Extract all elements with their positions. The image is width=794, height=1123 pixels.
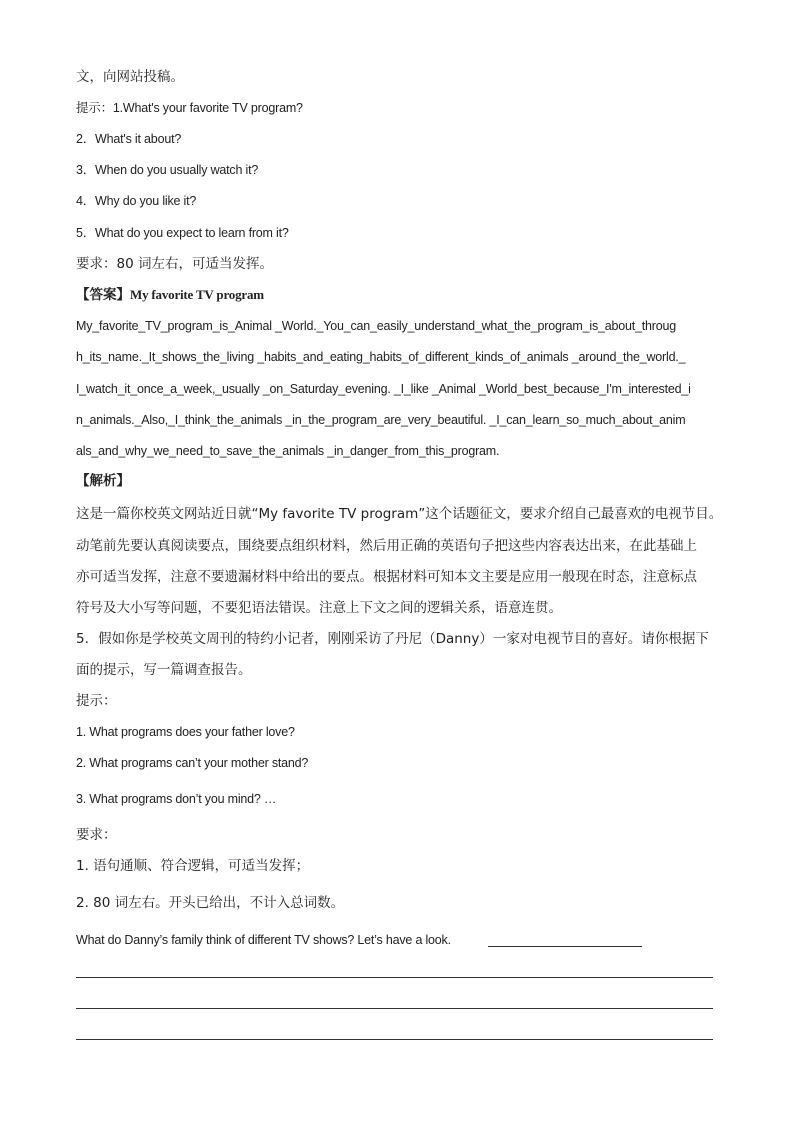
tip-line: 1. What programs does your father love? — [76, 725, 295, 739]
answer-text-line: als_and_why_we_need_to_save_the_animals _in_danger_from_this_program. — [76, 444, 500, 458]
prompt-line: 4．Why do you like it? — [76, 194, 197, 208]
requirement-line: 2. 80 词左右。开头已给出，不计入总词数。 — [76, 895, 345, 911]
analysis-line: 符号及大小写等问题，不要犯语法错误。注意上下文之间的逻辑关系，语意连贯。 — [76, 600, 562, 616]
answer-text-line: n_animals._Also,_I_think_the_animals _in_the_program_are_very_beautiful. _I_can_learn_so_much_about_anim — [76, 413, 686, 427]
analysis-line: 动笔前先要认真阅读要点，围绕要点组织材料，然后用正确的英语句子把这些内容表达出来，在此基础上 — [76, 538, 697, 554]
tip-line: 3. What programs don’t you mind? … — [76, 792, 277, 806]
answer-blank[interactable] — [488, 946, 642, 947]
answer-text-line: My_favorite_TV_program_is_Animal _World._You_can_easily_understand_what_the_program_is_about_throug — [76, 319, 677, 333]
answer-title: My favorite TV program — [130, 287, 264, 302]
tips-label: 提示： — [76, 693, 117, 709]
answer-text-line: I_watch_it_once_a_week,_usually _on_Saturday_evening. _I_like _Animal _World_best_because_I'm_interested_i — [76, 382, 691, 396]
question-line: 面的提示，写一篇调查报告。 — [76, 662, 252, 678]
essay-start-line: What do Danny’s family think of different TV shows? Let’s have a look. — [76, 933, 451, 947]
answer-heading — [76, 286, 264, 304]
requirement-label: 要求： — [76, 827, 117, 843]
answer-rule-line[interactable] — [76, 1008, 713, 1009]
answer-rule-line[interactable] — [76, 977, 713, 978]
analysis-line: 这是一篇你校英文网站近日就“My favorite TV program”这个话题征文，要求介绍自己最喜欢的电视节目。 — [76, 506, 723, 522]
question-line: 5．假如你是学校英文周刊的特约小记者，刚刚采访了丹尼（Danny）一家对电视节目的喜好。请你根据下 — [76, 631, 709, 647]
prompt-line: 提示：1.What's your favorite TV program? — [76, 101, 303, 115]
answer-rule-line[interactable] — [76, 1039, 713, 1040]
prompt-line: 5．What do you expect to learn from it? — [76, 226, 289, 240]
tip-line: 2. What programs can’t your mother stand? — [76, 756, 309, 770]
requirement-line: 要求：80 词左右，可适当发挥。 — [76, 256, 273, 272]
text-line: 文，向网站投稿。 — [76, 69, 184, 85]
requirement-line: 1. 语句通顺、符合逻辑，可适当发挥； — [76, 858, 310, 874]
prompt-line: 2．What's it about? — [76, 132, 182, 146]
prompt-line: 3．When do you usually watch it? — [76, 163, 259, 177]
analysis-line: 亦可适当发挥，注意不要遗漏材料中给出的要点。根据材料可知本文主要是应用一般现在时态，注意标点 — [76, 569, 697, 585]
answer-label: 【答案】 — [76, 287, 130, 303]
answer-text-line: h_its_name._It_shows_the_living _habits_and_eating_habits_of_different_kinds_of_animals _around_the_world._ — [76, 350, 686, 364]
analysis-label: 【解析】 — [76, 473, 130, 489]
